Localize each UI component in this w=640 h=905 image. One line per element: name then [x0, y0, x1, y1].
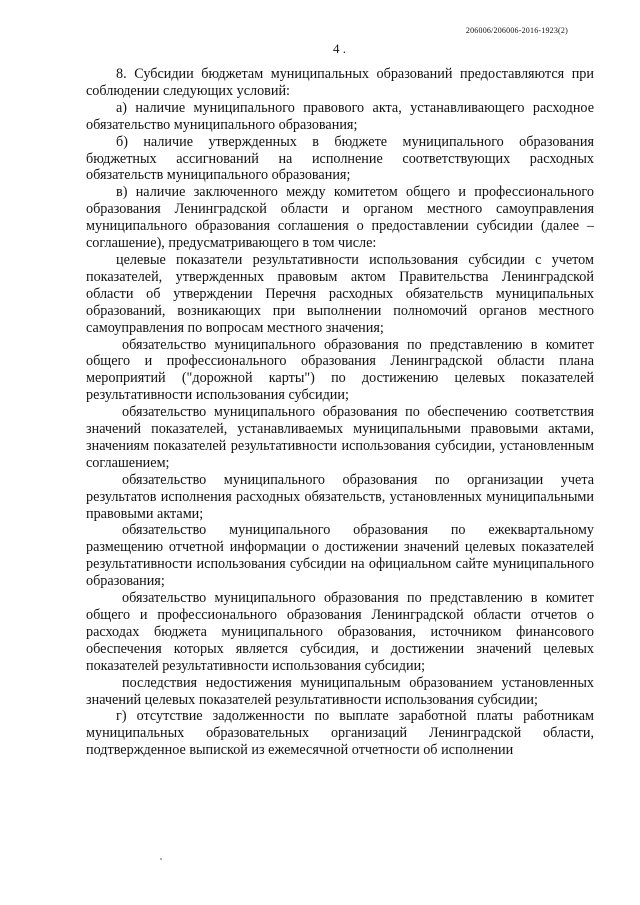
scan-artifact [160, 858, 162, 860]
document-code: 206006/206006-2016-1923(2) [465, 26, 568, 35]
paragraph-obligation-quarterly: обязательство муниципального образования по ежеквартальному размещению отчетной информации о достижении значений целевых показателей результативности использования субсидии на официальном сайте муниципального образования; [86, 522, 594, 590]
paragraph-condition-g: г) отсутствие задолженности по выплате заработной платы работникам муниципальных образовательных организаций Ленинградской области, подтвержденное выпиской из ежемесячной отчетности об исполнении [86, 708, 594, 759]
paragraph-consequences: последствия недостижения муниципальным образованием установленных значений целевых показателей результативности использования субсидии; [86, 674, 594, 708]
paragraph-condition-v: в) наличие заключенного между комитетом общего и профессионального образования Ленинградской области и органом местного самоуправления муниципального образования соглашения о предоставлении субсидии (далее – соглашение), предусматривающего в том числе: [86, 184, 594, 252]
paragraph-condition-b: б) наличие утвержденных в бюджете муниципального образования бюджетных ассигнований на исполнение соответствующих расходных обязательств муниципального образования; [86, 133, 594, 184]
paragraph-obligation-reports: обязательство муниципального образования по представлению в комитет общего и профессионального образования Ленинградской области отчетов о расходах бюджета муниципального образования, источником финансового обеспечения которых является субсидия, и достижении значений целевых показателей результативности использования субсидии; [86, 590, 594, 674]
paragraph-obligation-compliance: обязательство муниципального образования по обеспечению соответствия значений показателей, устанавливаемых муниципальными правовыми актами, значениям показателей результативности использования субсидии, установленным соглашением; [86, 404, 594, 471]
paragraph-obligation-accounting: обязательство муниципального образования по организации учета результатов исполнения расходных обязательств, установленных муниципальными правовыми актами; [86, 471, 594, 522]
paragraph-item-8: 8. Субсидии бюджетам муниципальных образований предоставляются при соблюдении следующих условий: [86, 66, 594, 99]
document-body [86, 66, 594, 759]
page-number: 4 . [333, 41, 346, 56]
paragraph-obligation-roadmap: обязательство муниципального образования по представлению в комитет общего и профессионального образования Ленинградской области плана мероприятий ("дорожной карты") по достижению целевых показателей результативности использования субсидии; [86, 336, 594, 404]
paragraph-condition-a: а) наличие муниципального правового акта, устанавливающего расходное обязательство муниципального образования; [86, 99, 594, 133]
paragraph-target-indicators: целевые показатели результативности использования субсидии с учетом показателей, утвержденных правовым актом Правительства Ленинградской области об утверждении Перечня расходных обязательств муниципальных образований, возникающих при выполнении полномочий органов местного самоуправления по вопросам местного значения; [86, 251, 594, 336]
